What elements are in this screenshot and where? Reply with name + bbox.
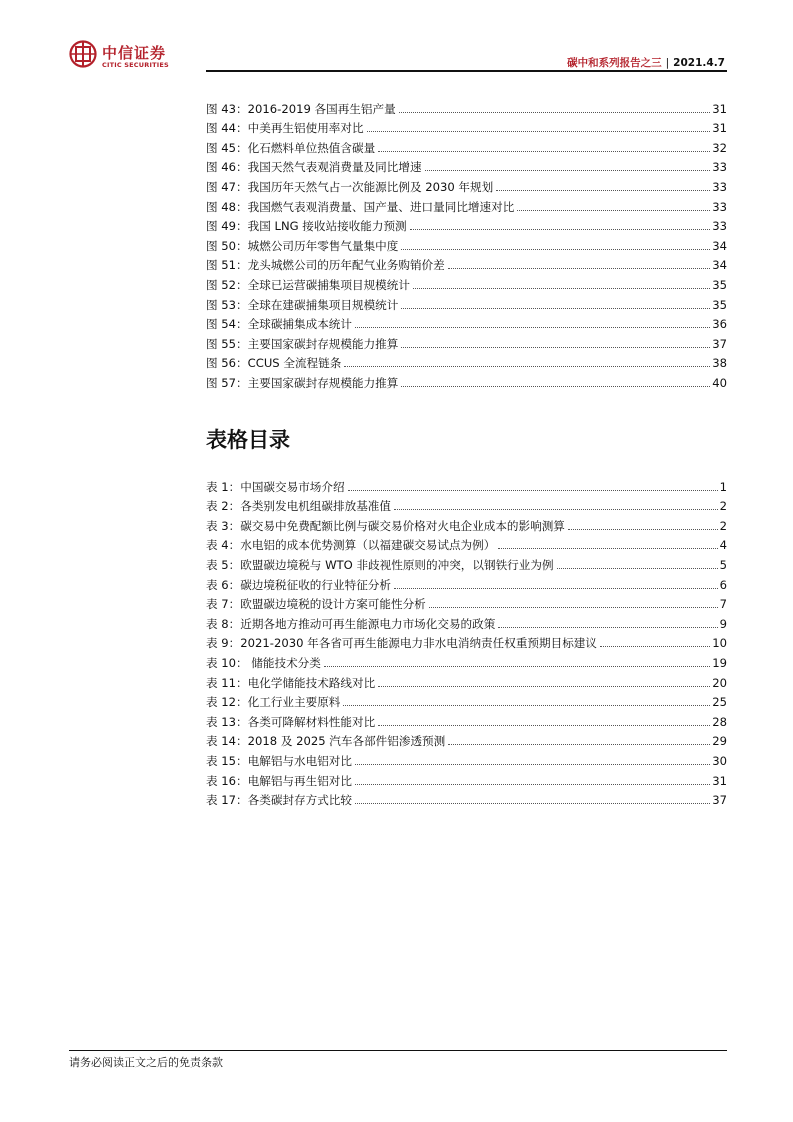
table-entry[interactable] — [206, 789, 727, 809]
table-entry[interactable] — [206, 691, 727, 711]
dot-leader — [378, 725, 710, 726]
table-entry[interactable] — [206, 495, 727, 515]
table-entry-label: 表 3：碳交易中免费配额比例与碳交易价格对火电企业成本的影响测算 — [206, 518, 565, 533]
page-header — [0, 0, 793, 76]
table-entry[interactable] — [206, 632, 727, 652]
table-entry-label: 表 10： 储能技术分类 — [206, 655, 321, 670]
figure-entry-label: 图 47：我国历年天然气占一次能源比例及 2030 年规划 — [206, 179, 494, 194]
figure-entry[interactable] — [206, 156, 727, 176]
dot-leader — [355, 803, 710, 804]
dot-leader — [448, 268, 711, 269]
figure-entry-page: 34 — [712, 238, 727, 253]
dot-leader — [367, 131, 711, 132]
figure-entry-label: 图 57：主要国家碳封存规模能力推算 — [206, 375, 399, 390]
table-entry-label: 表 8：近期各地方推动可再生能源电力市场化交易的政策 — [206, 616, 496, 631]
figure-entry[interactable] — [206, 293, 727, 313]
figure-entry-page: 31 — [712, 121, 727, 136]
table-entry[interactable] — [206, 553, 727, 573]
dot-leader — [498, 548, 717, 549]
table-entry[interactable] — [206, 769, 727, 789]
figure-entry-page: 35 — [712, 297, 727, 312]
figure-entry-label: 图 50：城燃公司历年零售气量集中度 — [206, 238, 399, 253]
dot-leader — [401, 308, 710, 309]
figure-entry[interactable] — [206, 234, 727, 254]
figure-entry-page: 38 — [712, 356, 727, 371]
figure-entry-label: 图 54：全球碳捕集成本统计 — [206, 317, 352, 332]
dot-leader — [425, 170, 711, 171]
dot-leader — [355, 764, 710, 765]
table-entry-label: 表 9：2021-2030 年各省可再生能源电力非水电消纳责任权重预期目标建议 — [206, 636, 597, 651]
table-entry-page: 30 — [712, 753, 727, 768]
dot-leader — [378, 151, 710, 152]
header-separator: | — [665, 57, 670, 69]
logo-text-cn: 中信证券 — [102, 44, 167, 62]
table-entry-page: 25 — [712, 695, 727, 710]
figure-entry-label: 图 49：我国 LNG 接收站接收能力预测 — [206, 219, 407, 234]
footer-rule — [69, 1050, 727, 1051]
logo-text-en: CITIC SECURITIES — [102, 61, 169, 69]
figure-entry-page: 32 — [712, 140, 727, 155]
table-entry[interactable] — [206, 730, 727, 750]
figure-entry-label: 图 55：主要国家碳封存规模能力推算 — [206, 336, 399, 351]
figure-entry[interactable] — [206, 273, 727, 293]
figure-entry-page: 33 — [712, 160, 727, 175]
table-entry-label: 表 4：水电铝的成本优势测算（以福建碳交易试点为例） — [206, 538, 496, 553]
table-entry-page: 2 — [719, 499, 727, 514]
dot-leader — [401, 249, 710, 250]
table-entry-label: 表 6：碳边境税征收的行业特征分析 — [206, 577, 391, 592]
dot-leader — [343, 705, 710, 706]
header-rule — [206, 70, 727, 72]
table-entry-page: 9 — [719, 616, 727, 631]
dot-leader — [448, 744, 710, 745]
table-entry-page: 10 — [712, 636, 727, 651]
table-entry-label: 表 1：中国碳交易市场介绍 — [206, 479, 345, 494]
figure-entry[interactable] — [206, 254, 727, 274]
dot-leader — [394, 588, 718, 589]
figure-entry-label: 图 43：2016-2019 各国再生铝产量 — [206, 101, 396, 116]
figure-entry-page: 33 — [712, 219, 727, 234]
figure-entry[interactable] — [206, 97, 727, 117]
figure-entry[interactable] — [206, 195, 727, 215]
dot-leader — [324, 666, 710, 667]
dot-leader — [517, 210, 710, 211]
table-entry-label: 表 16：电解铝与再生铝对比 — [206, 773, 352, 788]
figure-entry-page: 33 — [712, 199, 727, 214]
figure-entry-page: 35 — [712, 277, 727, 292]
figure-entry-page: 36 — [712, 317, 727, 332]
figure-entry[interactable] — [206, 313, 727, 333]
table-entry[interactable] — [206, 573, 727, 593]
table-list — [206, 475, 727, 808]
table-entry-label: 表 12：化工行业主要原料 — [206, 695, 341, 710]
table-entry-label: 表 13：各类可降解材料性能对比 — [206, 714, 376, 729]
header-report-info — [567, 55, 725, 70]
footer-disclaimer: 请务必阅读正文之后的免责条款 — [69, 1056, 223, 1069]
table-entry-page: 29 — [712, 734, 727, 749]
table-entry-page: 28 — [712, 714, 727, 729]
dot-leader — [401, 386, 710, 387]
dot-leader — [498, 627, 717, 628]
table-entry-label: 表 2：各类别发电机组碳排放基准值 — [206, 499, 391, 514]
table-entry[interactable] — [206, 514, 727, 534]
table-entry[interactable] — [206, 534, 727, 554]
table-entry-label: 表 17：各类碳封存方式比较 — [206, 793, 352, 808]
figure-entry-label: 图 48：我国燃气表观消费量、国产量、进口量同比增速对比 — [206, 199, 515, 214]
table-entry[interactable] — [206, 710, 727, 730]
dot-leader — [355, 327, 710, 328]
figure-entry-page: 37 — [712, 336, 727, 351]
figure-entry[interactable] — [206, 136, 727, 156]
dot-leader — [378, 686, 710, 687]
table-entry-label: 表 11：电化学储能技术路线对比 — [206, 675, 376, 690]
table-entry-page: 37 — [712, 793, 727, 808]
report-series-title: 碳中和系列报告之三 — [567, 57, 662, 69]
figure-entry-label: 图 53：全球在建碳捕集项目规模统计 — [206, 297, 399, 312]
figure-entry-label: 图 52：全球已运营碳捕集项目规模统计 — [206, 277, 410, 292]
figure-entry-label: 图 56：CCUS 全流程链条 — [206, 356, 342, 371]
figure-entry-page: 33 — [712, 179, 727, 194]
dot-leader — [568, 529, 718, 530]
table-entry-page: 19 — [712, 655, 727, 670]
citic-logo — [69, 40, 179, 74]
figure-entry[interactable] — [206, 215, 727, 235]
table-entry-page: 7 — [719, 597, 727, 612]
figure-entry-label: 图 45：化石燃料单位热值含碳量 — [206, 140, 376, 155]
table-entry-label: 表 15：电解铝与水电铝对比 — [206, 753, 352, 768]
figure-entry[interactable] — [206, 175, 727, 195]
figure-entry[interactable] — [206, 371, 727, 391]
dot-leader — [401, 347, 710, 348]
table-entry[interactable] — [206, 671, 727, 691]
figure-entry-label: 图 46：我国天然气表观消费量及同比增速 — [206, 160, 422, 175]
dot-leader — [394, 509, 718, 510]
figure-entry-label: 图 51：龙头城燃公司的历年配气业务购销价差 — [206, 258, 445, 273]
citic-logo-icon — [69, 40, 97, 68]
table-entry-page: 20 — [712, 675, 727, 690]
figure-entry-page: 40 — [712, 375, 727, 390]
dot-leader — [429, 607, 718, 608]
table-entry-page: 2 — [719, 518, 727, 533]
table-entry-page: 4 — [719, 538, 727, 553]
table-entry[interactable] — [206, 475, 727, 495]
dot-leader — [355, 784, 710, 785]
table-entry-page: 1 — [719, 479, 727, 494]
figure-entry-page: 31 — [712, 101, 727, 116]
report-date: 2021.4.7 — [673, 57, 725, 69]
table-entry-label: 表 5：欧盟碳边境税与 WTO 非歧视性原则的冲突，以钢铁行业为例 — [206, 557, 554, 572]
dot-leader — [344, 366, 710, 367]
dot-leader — [557, 568, 718, 569]
figure-entry[interactable] — [206, 117, 727, 137]
table-entry-page: 5 — [719, 557, 727, 572]
figure-entry[interactable] — [206, 332, 727, 352]
table-entry[interactable] — [206, 651, 727, 671]
figure-entry[interactable] — [206, 352, 727, 372]
dot-leader — [348, 490, 718, 491]
dot-leader — [399, 112, 711, 113]
dot-leader — [496, 190, 710, 191]
figure-entry-page: 34 — [712, 258, 727, 273]
table-entry-page: 6 — [719, 577, 727, 592]
figure-list — [206, 97, 727, 391]
figure-entry-label: 图 44：中美再生铝使用率对比 — [206, 121, 364, 136]
table-entry[interactable] — [206, 593, 727, 613]
dot-leader — [410, 229, 711, 230]
dot-leader — [600, 646, 710, 647]
table-entry[interactable] — [206, 749, 727, 769]
table-entry-label: 表 14：2018 及 2025 汽车各部件铝渗透预测 — [206, 734, 446, 749]
table-entry-page: 31 — [712, 773, 727, 788]
dot-leader — [413, 288, 710, 289]
table-entry[interactable] — [206, 612, 727, 632]
table-entry-label: 表 7：欧盟碳边境税的设计方案可能性分析 — [206, 597, 426, 612]
tables-section-title: 表格目录 — [206, 428, 290, 452]
